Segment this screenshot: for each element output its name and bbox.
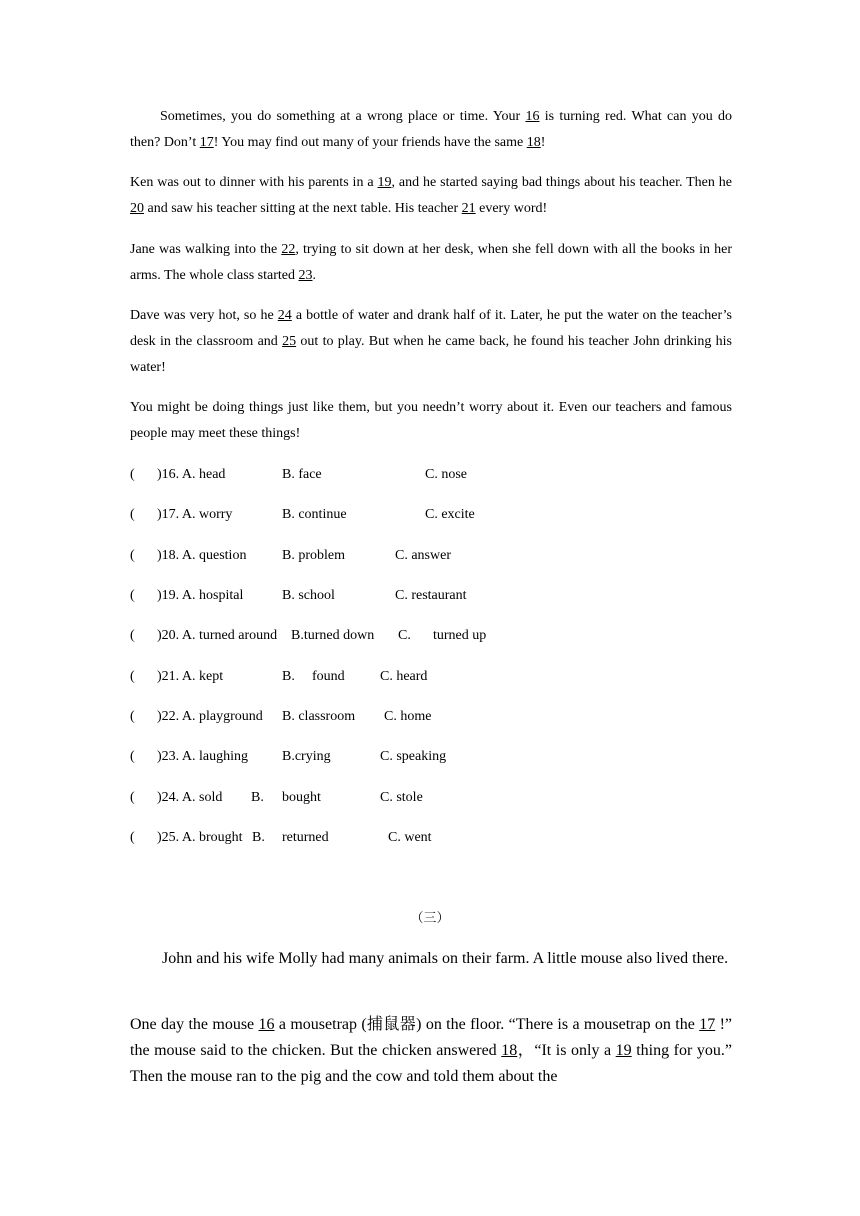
text: !” the mouse said to the chicken. But the chicken answered [130,1016,732,1059]
blank-19: 19 [377,175,392,190]
option-a: )22. A. playground [157,709,263,724]
text: Ken was out to dinner with his parents in a [130,175,378,190]
text: thing for you.” Then the mouse ran to the pig and the cow and told them about the [130,1042,732,1085]
passage3-paragraph-2 [130,1012,732,1090]
option-row-18 [130,546,732,566]
option-a: )17. A. worry [157,507,233,522]
option-b: B. problem [282,548,345,563]
option-c: C. stole [380,790,423,805]
blank-21: 21 [461,201,476,216]
option-row-17 [130,505,732,525]
option-c: C. went [388,830,432,845]
option-b-letter: B. [252,830,265,845]
section-heading: （三） [410,910,450,925]
text: One day the mouse [130,1016,259,1033]
blank-25: 25 [282,334,297,349]
option-c: C. speaking [380,749,447,764]
option-a: )23. A. laughing [157,749,248,764]
option-row-21 [130,667,732,687]
text: is turning red. What can you do then? Don’t [130,109,732,150]
blank-18: 18 [501,1042,518,1059]
blank-19: 19 [615,1042,632,1059]
option-c: C. nose [425,467,467,482]
option-row-24 [130,788,732,808]
option-b-text: returned [282,830,329,845]
option-b-text: bought [282,790,321,805]
text: Jane was walking into the [130,242,282,257]
answer-paren[interactable]: ( [130,709,135,724]
answer-paren[interactable]: ( [130,669,135,684]
text: . [312,268,316,283]
option-c: C. home [384,709,432,724]
answer-paren[interactable]: ( [130,467,135,482]
option-c: C. restaurant [395,588,467,603]
blank-18: 18 [526,135,541,150]
text: Sometimes, you do something at a wrong place or time. Your [160,109,526,124]
option-b: B.turned down [291,628,375,643]
option-a: )20. A. turned around [157,628,278,643]
option-a: )18. A. question [157,548,247,563]
answer-paren[interactable]: ( [130,507,135,522]
text: a bottle of water and drank half of it. Later, he put the water on the teacher’s desk in the classroom and [130,308,733,349]
option-row-23 [130,747,732,767]
option-c-text: turned up [433,628,487,643]
answer-paren[interactable]: ( [130,749,135,764]
passage2-paragraph-5: You might be doing things just like them, but you needn’t worry about it. Even our teachers and famous people may meet these things! [130,400,732,441]
blank-16: 16 [258,1016,275,1033]
option-c-letter: C. [398,628,411,643]
option-b: B. school [282,588,335,603]
text: a mousetrap (捕鼠器) on the floor. “There is a mousetrap on the [274,1016,700,1033]
blank-20: 20 [130,201,144,216]
option-b-letter: B. [282,669,295,684]
option-b: B.crying [282,749,331,764]
answer-paren[interactable]: ( [130,628,135,643]
option-c: C. heard [380,669,428,684]
option-b-text: found [312,669,345,684]
blank-16: 16 [525,109,540,124]
text: ，“It is only a [517,1042,616,1059]
passage2-paragraph-2 [130,170,732,222]
answer-paren[interactable]: ( [130,548,135,563]
passage2-paragraph-1 [130,104,732,156]
option-row-16 [130,465,732,485]
text: ! You may find out many of your friends have the same [213,135,527,150]
passage2-paragraph-4 [130,303,732,381]
passage3-paragraph-1: John and his wife Molly had many animals on their farm. A little mouse also lived there. [162,950,729,967]
option-a: )19. A. hospital [157,588,244,603]
text: out to play. But when he came back, he found his teacher John drinking his water! [130,334,733,375]
option-b-letter: B. [251,790,264,805]
text: , trying to sit down at her desk, when she fell down with all the books in her arms. The whole class started [130,242,732,283]
blank-23: 23 [298,268,313,283]
text: Dave was very hot, so he [130,308,278,323]
option-a: )24. A. sold [157,790,223,805]
option-a: )21. A. kept [157,669,224,684]
blank-17: 17 [199,135,214,150]
option-b: B. continue [282,507,347,522]
passage2-paragraph-3 [130,237,732,289]
answer-paren[interactable]: ( [130,830,135,845]
option-row-20 [130,626,732,646]
answer-paren[interactable]: ( [130,790,135,805]
blank-24: 24 [277,308,292,323]
option-a: )16. A. head [157,467,226,482]
blank-17: 17 [699,1016,716,1033]
option-b: B. classroom [282,709,356,724]
text: every word! [475,201,548,216]
option-c: C. excite [425,507,475,522]
option-row-19 [130,586,732,606]
answer-paren[interactable]: ( [130,588,135,603]
text: ! [540,135,546,150]
option-row-25 [130,828,732,848]
option-b: B. face [282,467,322,482]
option-c: C. answer [395,548,451,563]
option-row-22 [130,707,732,727]
option-a: )25. A. brought [157,830,243,845]
text: and saw his teacher sitting at the next table. His teacher [144,201,462,216]
text: , and he started saying bad things about his teacher. Then he [391,175,733,190]
blank-22: 22 [281,242,296,257]
